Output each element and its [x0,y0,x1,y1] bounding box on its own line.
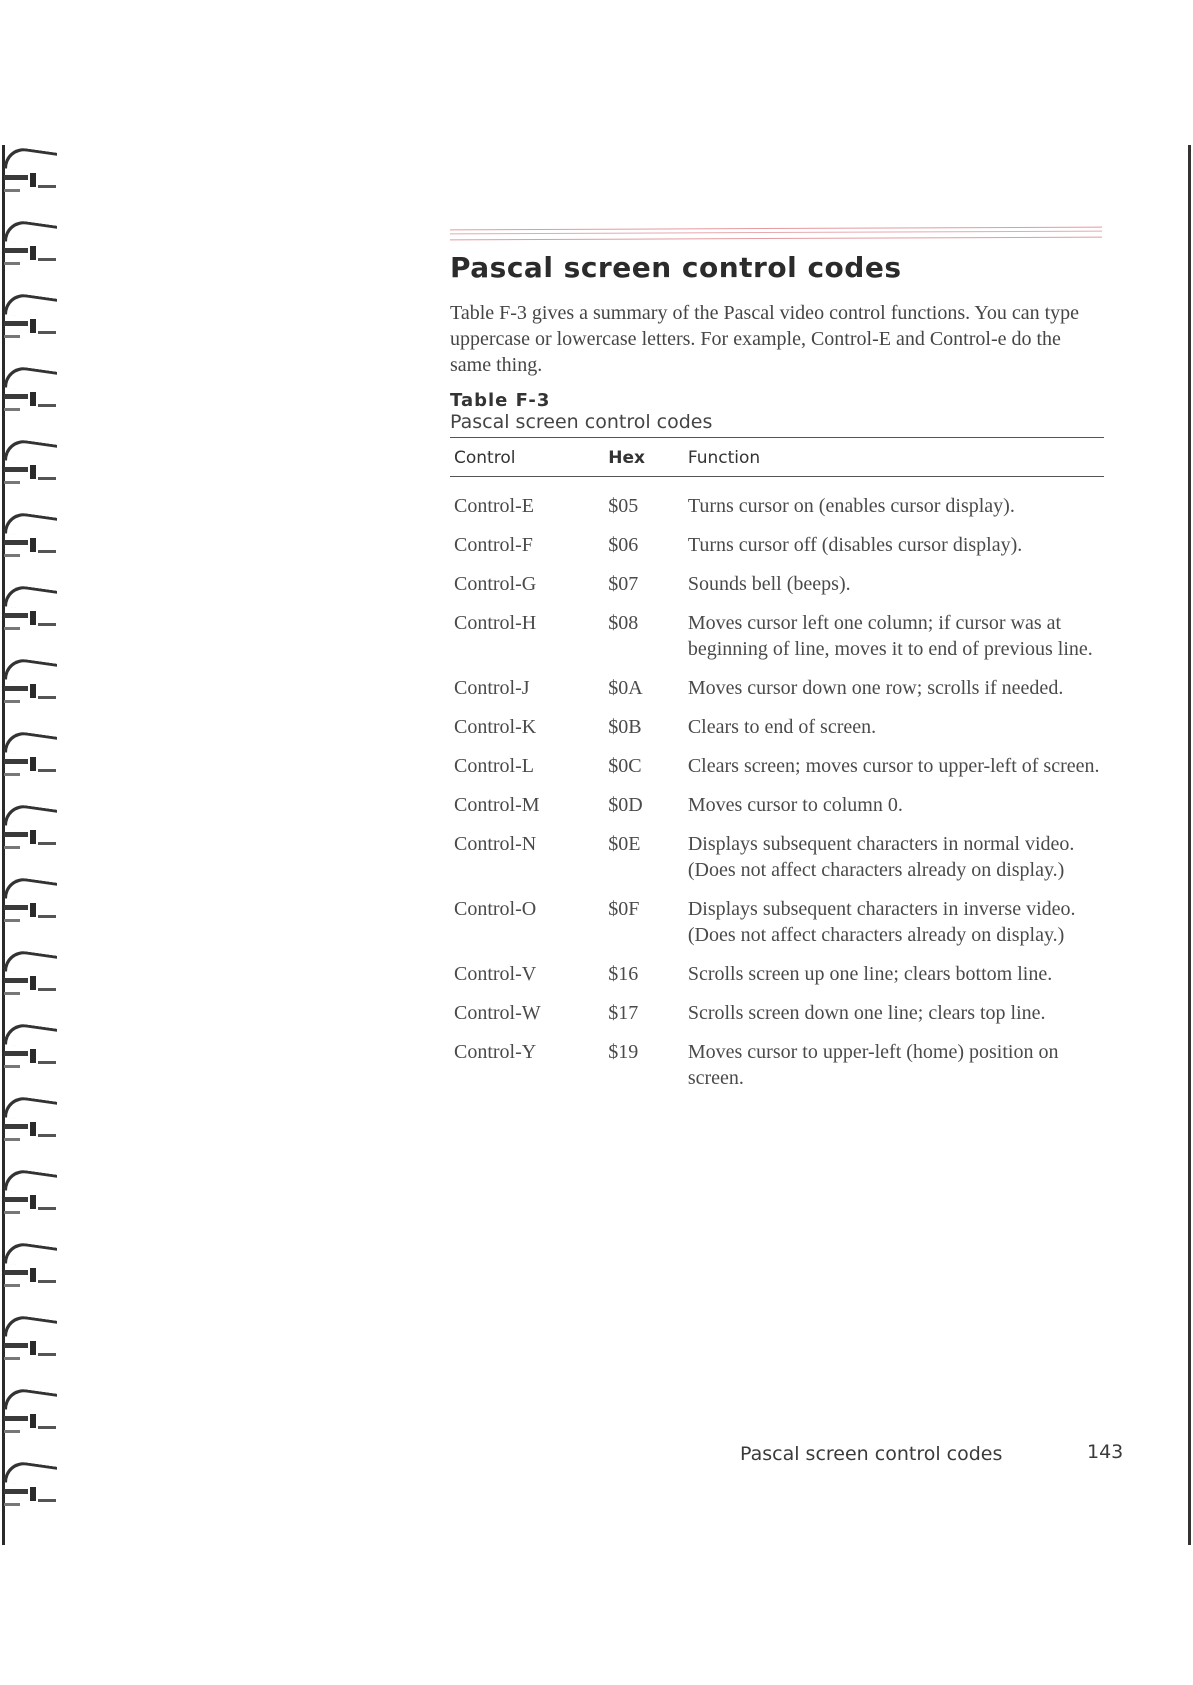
cell-hex: $0E [608,833,641,855]
cell-hex: $17 [608,1002,639,1024]
cell-hex: $06 [608,534,639,556]
cell-hex: $05 [608,495,639,517]
table-row [450,571,1104,610]
table-row [450,792,1104,831]
page-right-edge [1188,145,1191,1545]
binding-ring [4,295,56,357]
binding-ring [4,1463,56,1525]
cell-function: Turns cursor on (enables cursor display). [687,495,1015,517]
cell-control: Control-H [454,612,537,634]
cell-hex: $0B [608,716,642,738]
table-body [450,477,1104,1105]
binding-ring [4,806,56,868]
cell-control: Control-K [454,716,537,738]
table-header-row [450,438,1104,477]
cell-hex: $0D [608,794,643,816]
heading-rule [450,227,1102,241]
cell-control: Control-J [454,677,530,699]
cell-function: Moves cursor to column 0. [687,794,903,816]
table-row [450,675,1104,714]
page-heading: Pascal screen control codes [450,251,902,284]
page-content [450,228,1120,1104]
cell-hex: $0C [608,755,642,777]
header-hex: Hex [608,438,688,477]
cell-hex: $07 [608,573,639,595]
table-row [450,753,1104,792]
binding-ring [4,368,56,430]
table-number: Table F-3 [450,390,551,411]
cell-function: Scrolls screen up one line; clears bottom line. [687,963,1053,985]
binding-ring [4,514,56,576]
spiral-binding [0,145,70,1545]
cell-function: Displays subsequent characters in normal video. (Does not affect characters already on display.) [687,833,1075,881]
table-row [450,714,1104,753]
cell-control: Control-L [454,755,534,777]
page-number: 143 [1087,1441,1124,1463]
cell-function: Moves cursor to upper-left (home) position on screen. [687,1041,1059,1089]
binding-ring [4,660,56,722]
cell-function: Clears to end of screen. [687,716,877,738]
table-row [450,532,1104,571]
binding-ring [4,1390,56,1452]
table-row [450,477,1104,533]
binding-ring [4,1171,56,1233]
cell-function: Moves cursor left one column; if cursor was at beginning of line, moves it to end of previous line. [687,612,1093,660]
table-row [450,896,1104,961]
table-row [450,831,1104,896]
binding-ring [4,1025,56,1087]
intro-paragraph: Table F-3 gives a summary of the Pascal video control functions. You can type uppercase or lowercase letters. For example, Control-E and Control-e do the same thing. [450,302,1080,376]
cell-function: Displays subsequent characters in inverse video. (Does not affect characters already on display.) [687,898,1076,946]
binding-ring [4,1317,56,1379]
cell-control: Control-O [454,898,537,920]
table-row [450,1000,1104,1039]
cell-control: Control-M [454,794,540,816]
binding-ring [4,587,56,649]
binding-ring [4,1244,56,1306]
cell-hex: $19 [608,1041,639,1063]
cell-control: Control-Y [454,1041,537,1063]
cell-hex: $16 [608,963,639,985]
cell-control: Control-N [454,833,537,855]
header-function: Function [688,438,1104,477]
table-caption: Pascal screen control codes [450,411,713,433]
cell-function: Sounds bell (beeps). [687,573,851,595]
control-codes-table [450,437,1104,1104]
binding-ring [4,1098,56,1160]
binding-ring [4,879,56,941]
cell-hex: $0A [608,677,643,699]
binding-ring [4,222,56,284]
table-row [450,961,1104,1000]
cell-hex: $08 [608,612,639,634]
header-control: Control [450,438,608,477]
cell-control: Control-E [454,495,534,517]
binding-ring [4,441,56,503]
cell-function: Moves cursor down one row; scrolls if needed. [687,677,1064,699]
cell-hex: $0F [608,898,640,920]
binding-ring [4,733,56,795]
cell-control: Control-G [454,573,537,595]
cell-control: Control-V [454,963,537,985]
cell-control: Control-F [454,534,533,556]
cell-control: Control-W [454,1002,541,1024]
binding-ring [4,149,56,211]
table-row [450,610,1104,675]
binding-ring [4,952,56,1014]
cell-function: Scrolls screen down one line; clears top line. [687,1002,1046,1024]
cell-function: Clears screen; moves cursor to upper-left of screen. [687,755,1100,777]
footer-title: Pascal screen control codes [740,1443,1003,1465]
table-row [450,1039,1104,1104]
cell-function: Turns cursor off (disables cursor display). [687,534,1023,556]
